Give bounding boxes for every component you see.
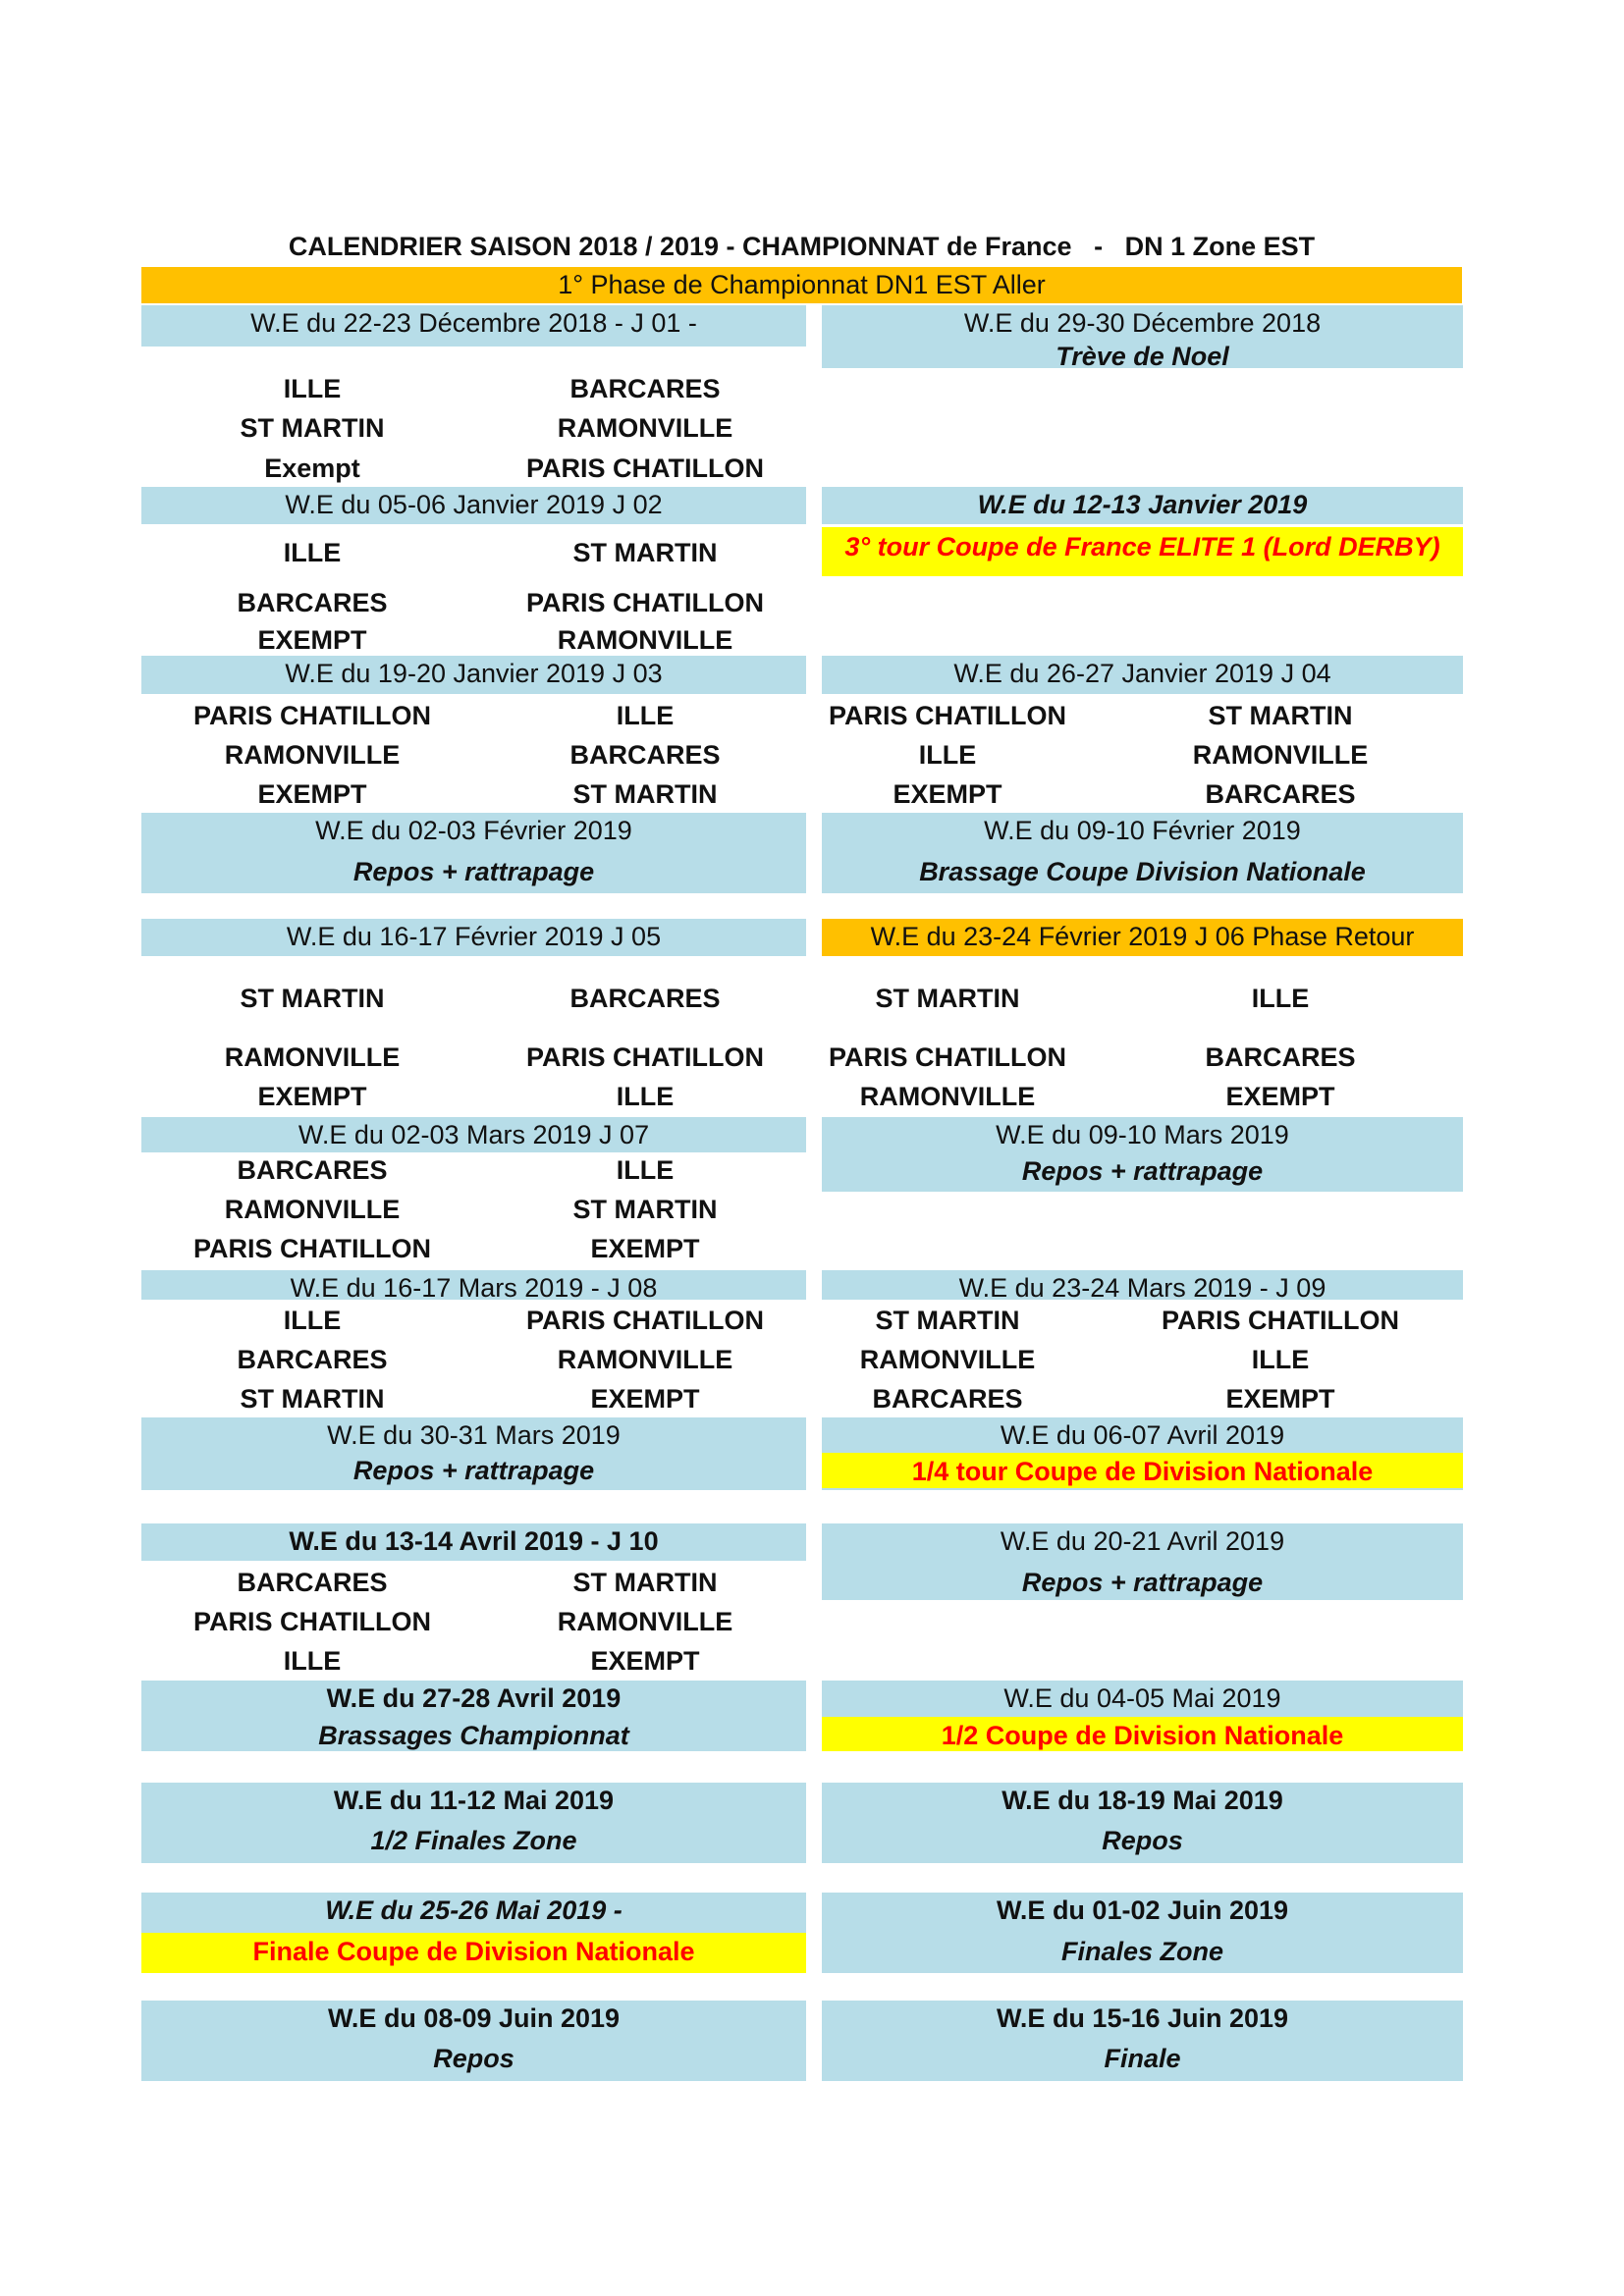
away-team: EXEMPT — [590, 1646, 700, 1676]
week-header: W.E du 27-28 Avril 2019 — [326, 1683, 622, 1713]
week-header: W.E du 01-02 Juin 2019 — [996, 1896, 1289, 1925]
week-header: W.E du 23-24 Mars 2019 - J 09 — [958, 1273, 1326, 1303]
week-header: W.E du 02-03 Février 2019 — [315, 816, 632, 845]
week-note: Repos + rattrapage — [1021, 1568, 1264, 1597]
week-header: W.E du 26-27 Janvier 2019 J 04 — [953, 659, 1331, 688]
away-team: BARCARES — [1205, 1042, 1356, 1072]
week-header: W.E du 08-09 Juin 2019 — [327, 2003, 621, 2033]
away-team: ILLE — [616, 1082, 675, 1111]
week-header: W.E du 16-17 Mars 2019 - J 08 — [290, 1273, 658, 1303]
week-header: W.E du 05-06 Janvier 2019 J 02 — [285, 490, 663, 519]
home-team: BARCARES — [237, 1345, 388, 1374]
away-team: RAMONVILLE — [557, 625, 733, 655]
week-note: Repos — [1102, 1826, 1183, 1855]
week-header: W.E du 15-16 Juin 2019 — [996, 2003, 1289, 2033]
home-team: ST MARTIN — [875, 1306, 1020, 1335]
home-team: ILLE — [283, 538, 342, 567]
away-team: ILLE — [616, 701, 675, 730]
home-team: BARCARES — [237, 1155, 388, 1185]
away-team: BARCARES — [569, 984, 721, 1013]
week-header: W.E du 09-10 Mars 2019 — [996, 1120, 1289, 1149]
away-team: EXEMPT — [590, 1384, 700, 1414]
away-team: ST MARTIN — [572, 1568, 718, 1597]
week-header: W.E du 23-24 Février 2019 J 06 Phase Retour — [870, 922, 1415, 951]
home-team: Exempt — [264, 454, 360, 483]
home-team: RAMONVILLE — [224, 740, 401, 770]
home-team: RAMONVILLE — [224, 1042, 401, 1072]
week-header: W.E du 12-13 Janvier 2019 — [977, 490, 1308, 519]
week-header: W.E du 18-19 Mai 2019 — [1001, 1786, 1283, 1815]
home-team: ILLE — [918, 740, 977, 770]
week-header: W.E du 13-14 Avril 2019 - J 10 — [289, 1526, 659, 1556]
away-team: PARIS CHATILLON — [526, 1306, 764, 1335]
week-header: W.E du 19-20 Janvier 2019 J 03 — [285, 659, 663, 688]
week-header: W.E du 22-23 Décembre 2018 - J 01 - — [250, 308, 697, 338]
home-team: EXEMPT — [893, 779, 1002, 809]
home-team: ST MARTIN — [240, 1384, 385, 1414]
home-team: BARCARES — [872, 1384, 1023, 1414]
week-note: 1/2 Coupe de Division Nationale — [941, 1721, 1344, 1750]
week-header: W.E du 06-07 Avril 2019 — [1000, 1420, 1285, 1450]
away-team: EXEMPT — [1225, 1082, 1335, 1111]
away-team: PARIS CHATILLON — [526, 454, 764, 483]
away-team: RAMONVILLE — [557, 1345, 733, 1374]
home-team: PARIS CHATILLON — [193, 1607, 431, 1636]
away-team: ST MARTIN — [1208, 701, 1353, 730]
home-team: ST MARTIN — [240, 413, 385, 443]
week-header: W.E du 11-12 Mai 2019 — [333, 1786, 615, 1815]
week-note: Repos + rattrapage — [352, 857, 595, 886]
home-team: ILLE — [283, 1646, 342, 1676]
away-team: PARIS CHATILLON — [1162, 1306, 1399, 1335]
away-team: BARCARES — [569, 374, 721, 403]
week-note: Finale Coupe de Division Nationale — [252, 1937, 695, 1966]
away-team: RAMONVILLE — [557, 413, 733, 443]
away-team: ST MARTIN — [572, 1195, 718, 1224]
home-team: ST MARTIN — [875, 984, 1020, 1013]
away-team: PARIS CHATILLON — [526, 1042, 764, 1072]
home-team: PARIS CHATILLON — [193, 701, 431, 730]
home-team: EXEMPT — [257, 779, 367, 809]
home-team: EXEMPT — [257, 1082, 367, 1111]
away-team: EXEMPT — [1225, 1384, 1335, 1414]
week-header: W.E du 20-21 Avril 2019 — [1000, 1526, 1285, 1556]
week-header: W.E du 16-17 Février 2019 J 05 — [286, 922, 662, 951]
home-team: PARIS CHATILLON — [829, 1042, 1066, 1072]
home-team: ST MARTIN — [240, 984, 385, 1013]
week-note: 1/2 Finales Zone — [370, 1826, 577, 1855]
week-note: Finale — [1104, 2044, 1181, 2073]
home-team: BARCARES — [237, 588, 388, 617]
home-team: EXEMPT — [257, 625, 367, 655]
away-team: RAMONVILLE — [557, 1607, 733, 1636]
away-team: ILLE — [1251, 1345, 1310, 1374]
home-team: BARCARES — [237, 1568, 388, 1597]
week-note: Repos — [433, 2044, 514, 2073]
home-team: PARIS CHATILLON — [829, 701, 1066, 730]
page-title: CALENDRIER SAISON 2018 / 2019 - CHAMPIONNAT de France - DN 1 Zone EST — [288, 232, 1316, 261]
week-header: W.E du 04-05 Mai 2019 — [1003, 1683, 1281, 1713]
away-team: RAMONVILLE — [1192, 740, 1369, 770]
week-note: Brassage Coupe Division Nationale — [919, 857, 1366, 886]
week-header: W.E du 02-03 Mars 2019 J 07 — [298, 1120, 650, 1149]
week-header: W.E du 09-10 Février 2019 — [984, 816, 1301, 845]
week-header: W.E du 25-26 Mai 2019 - — [325, 1896, 623, 1925]
home-team: RAMONVILLE — [224, 1195, 401, 1224]
away-team: ILLE — [1251, 984, 1310, 1013]
week-note: Brassages Championnat — [318, 1721, 629, 1750]
week-note: Finales Zone — [1060, 1937, 1224, 1966]
away-team: BARCARES — [569, 740, 721, 770]
week-header: W.E du 29-30 Décembre 2018 — [963, 308, 1322, 338]
away-team: EXEMPT — [590, 1234, 700, 1263]
home-team: RAMONVILLE — [859, 1082, 1036, 1111]
week-note: Repos + rattrapage — [1021, 1156, 1264, 1186]
home-team: ILLE — [283, 374, 342, 403]
away-team: ILLE — [616, 1155, 675, 1185]
week-header: W.E du 30-31 Mars 2019 — [327, 1420, 621, 1450]
away-team: BARCARES — [1205, 779, 1356, 809]
away-team: ST MARTIN — [572, 538, 718, 567]
week-note: 3° tour Coupe de France ELITE 1 (Lord DERBY) — [844, 532, 1440, 561]
phase-label: 1° Phase de Championnat DN1 EST Aller — [558, 270, 1046, 299]
week-note: 1/4 tour Coupe de Division Nationale — [911, 1457, 1374, 1486]
week-note: Trève de Noel — [1056, 342, 1229, 371]
home-team: ILLE — [283, 1306, 342, 1335]
away-team: ST MARTIN — [572, 779, 718, 809]
week-note: Repos + rattrapage — [352, 1456, 595, 1485]
away-team: PARIS CHATILLON — [526, 588, 764, 617]
home-team: RAMONVILLE — [859, 1345, 1036, 1374]
home-team: PARIS CHATILLON — [193, 1234, 431, 1263]
